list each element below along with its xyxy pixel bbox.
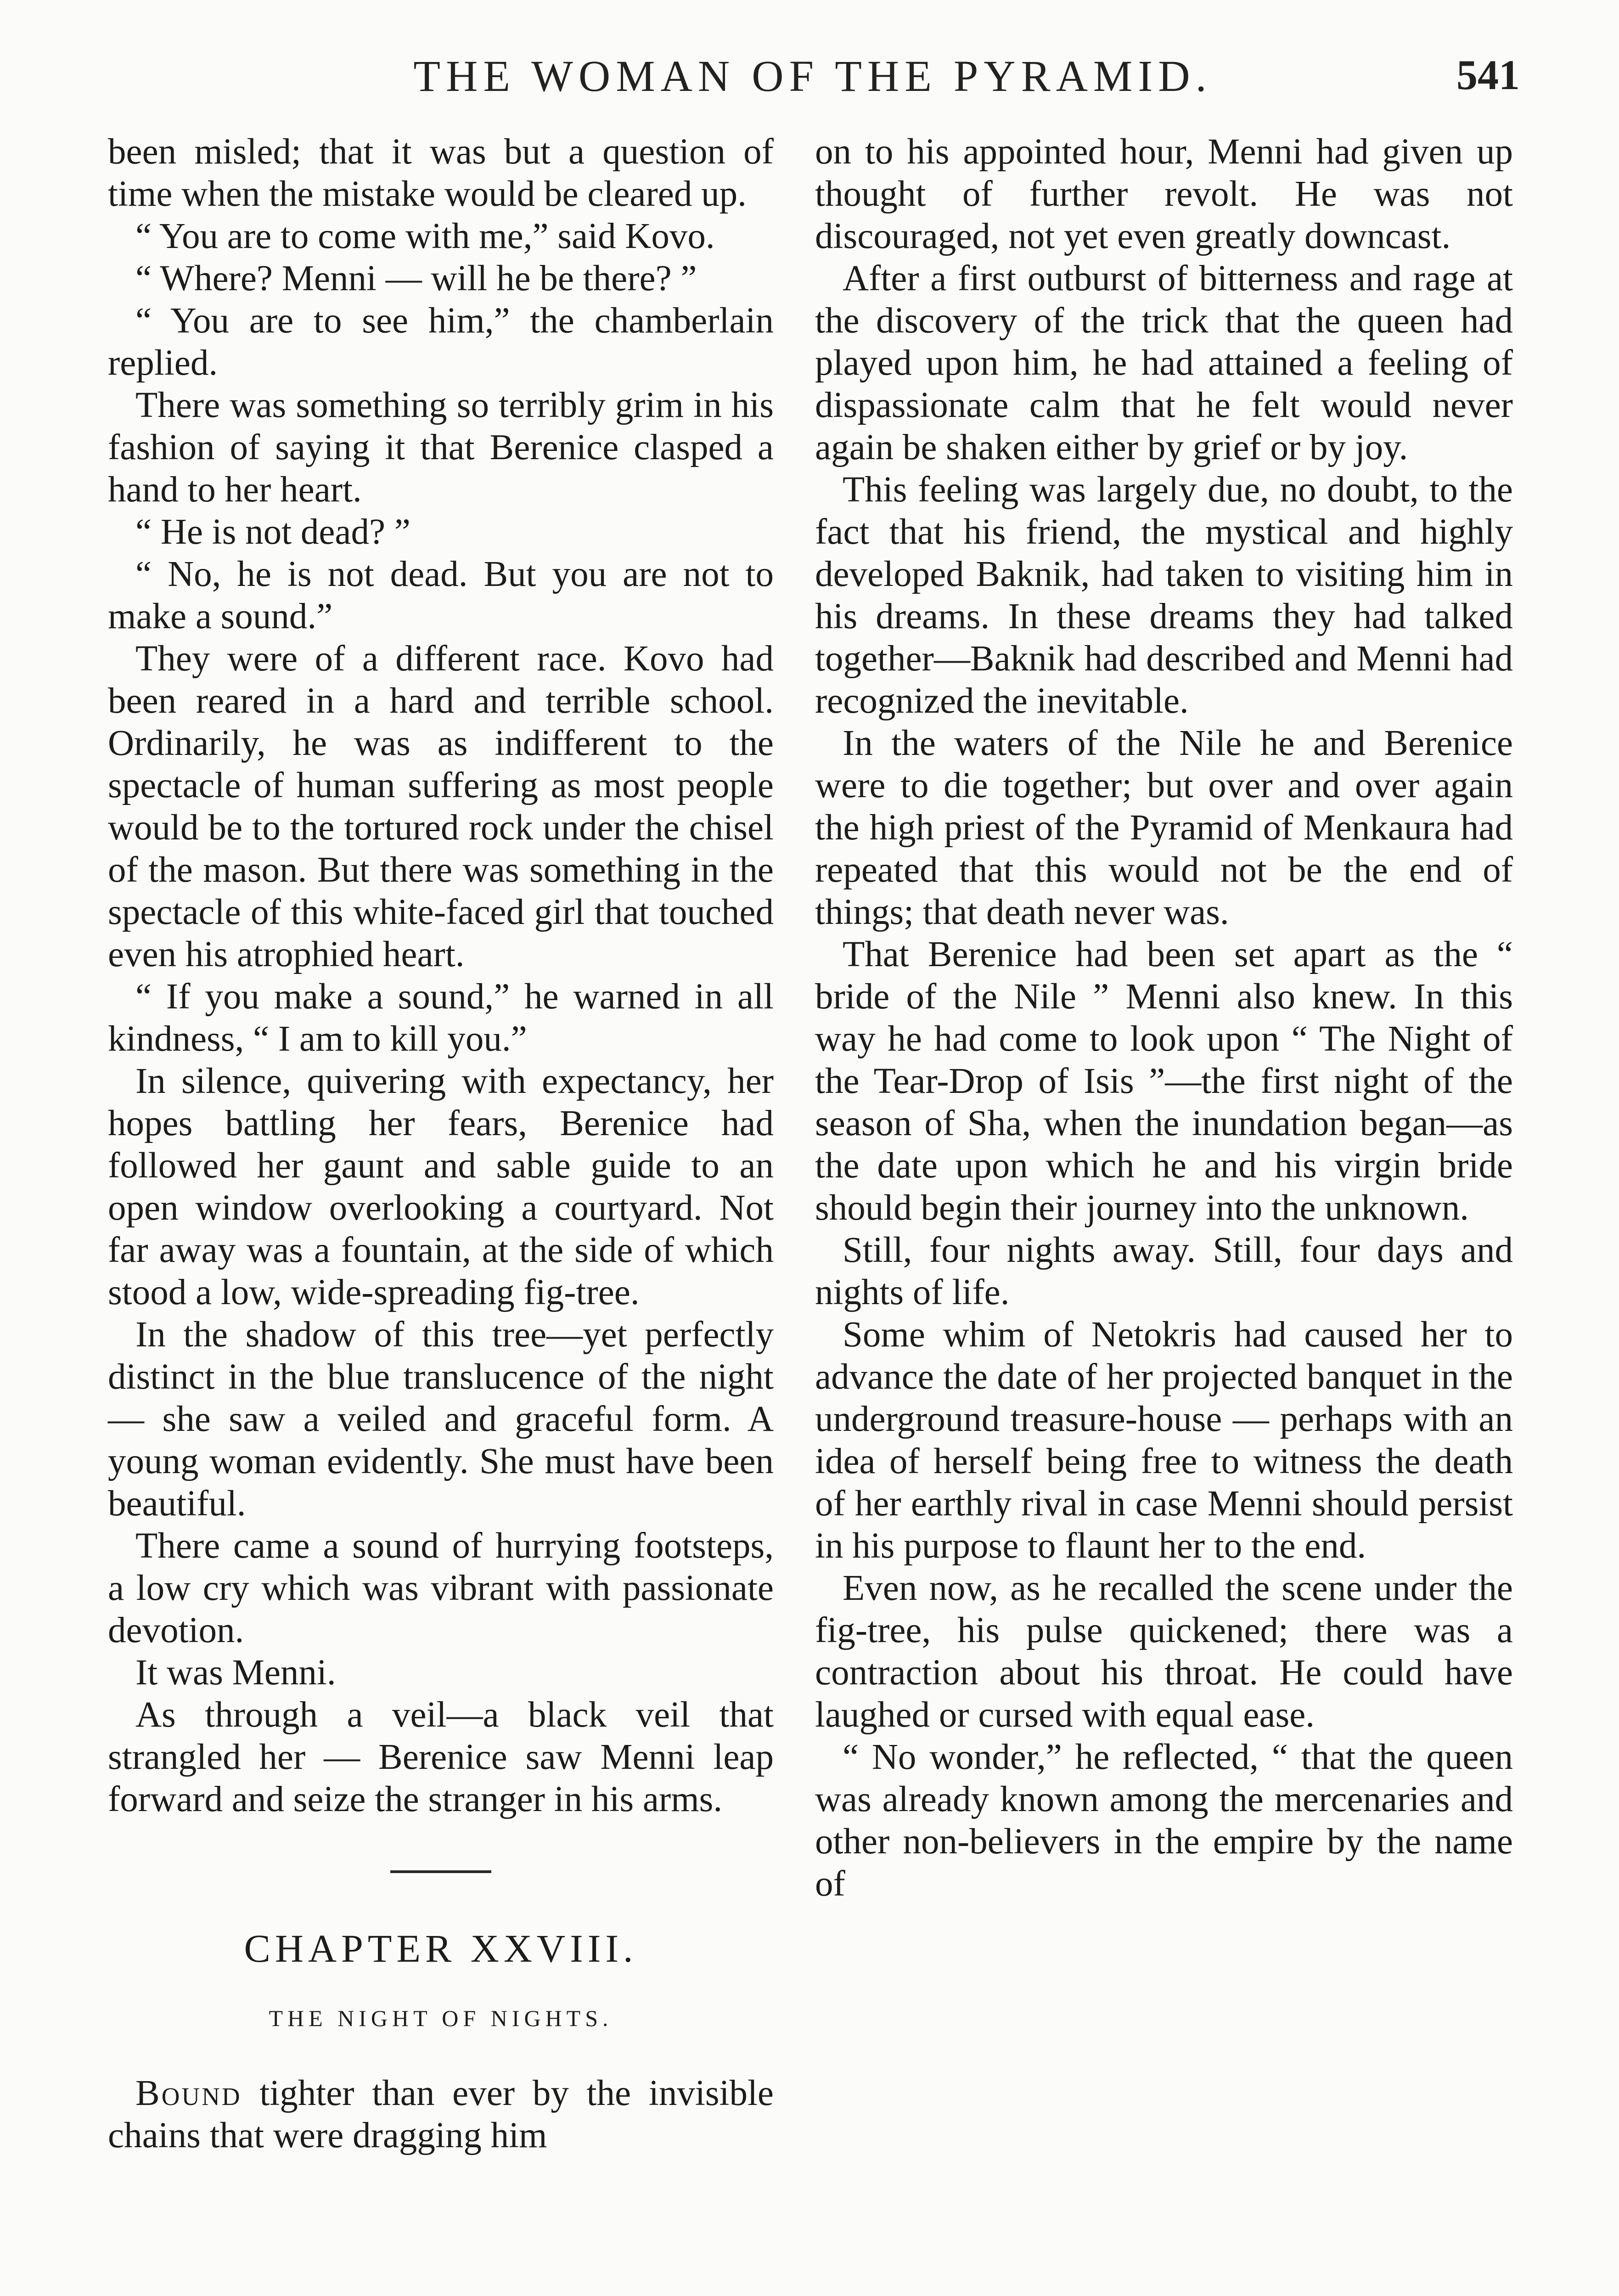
- paragraph: “ You are to see him,” the chamberlain replied.: [108, 301, 774, 383]
- chapter-opening-paragraph: [108, 2072, 774, 2157]
- paragraph: They were of a different race. Kovo had been reared in a hard and terrible school. Ordinarily, he was as indifferent to the spectacle of human suffering as most people would be to the tortured rock under the chisel of the mason. But there was something in the spectacle of this white-faced girl that touched even his atrophied heart.: [108, 639, 774, 974]
- paragraph: “ No, he is not dead. But you are not to make a sound.”: [108, 554, 774, 636]
- page-number: 541: [1456, 51, 1520, 98]
- left-column: [108, 131, 774, 2157]
- running-head: [106, 51, 1520, 101]
- paragraph: been misled; that it was but a question of time when the mistake would be cleared up.: [108, 132, 774, 214]
- paragraph: “ Where? Menni — will he be there? ”: [135, 259, 697, 298]
- paragraph: After a first outburst of bitterness and rage at the discovery of the trick that the queen had played upon him, he had attained a feeling of dispassionate calm that he felt would never again be shaken either by grief or by joy.: [815, 259, 1513, 467]
- paragraph: Still, four nights away. Still, four days and nights of life.: [815, 1230, 1513, 1312]
- paragraph: As through a veil—a black veil that strangled her — Berenice saw Menni leap forward and seize the stranger in his arms.: [108, 1695, 774, 1819]
- paragraph: “ No wonder,” he reflected, “ that the queen was already known among the mercenaries and other non-believers in the empire by the name of: [815, 1737, 1513, 1904]
- paragraph: “ You are to come with me,” said Kovo.: [135, 216, 715, 256]
- paragraph: In the waters of the Nile he and Berenice were to die together; but over and over again the high priest of the Pyramid of Menkaura had repeated that this would not be the end of things; that death never was.: [815, 723, 1513, 932]
- opening-text: tighter than ever by the invisible chains that were dragging him: [108, 2073, 774, 2155]
- paragraph: Some whim of Netokris had caused her to advance the date of her projected banquet in the underground treasure-house — perhaps with an idea of herself being free to witness the death of her earthly rival in case Menni should persist in his purpose to flaunt her to the end.: [815, 1315, 1513, 1566]
- chapter-subtitle: THE NIGHT OF NIGHTS.: [269, 2005, 613, 2031]
- paragraph: In silence, quivering with expectancy, her hopes battling her fears, Berenice had followed her gaunt and sable guide to an open window overlooking a courtyard. Not far away was a fountain, at the side of which stood a low, wide-spreading fig-tree.: [108, 1061, 774, 1312]
- paragraph: “ He is not dead? ”: [135, 512, 410, 552]
- drop-word: Bound: [135, 2073, 242, 2113]
- paragraph: There came a sound of hurrying footsteps, a low cry which was vibrant with passionate devotion.: [108, 1526, 774, 1650]
- running-title: THE WOMAN OF THE PYRAMID.: [413, 51, 1212, 101]
- paragraph: It was Menni.: [135, 1653, 336, 1693]
- paragraph: There was something so terribly grim in his fashion of saying it that Berenice clasped a hand to her heart.: [108, 385, 774, 510]
- paragraph: Even now, as he recalled the scene under the fig-tree, his pulse quickened; there was a contraction about his throat. He could have laughed or cursed with equal ease.: [815, 1568, 1513, 1735]
- section-divider: [390, 1870, 491, 1873]
- paragraph: “ If you make a sound,” he warned in all kindness, “ I am to kill you.”: [108, 977, 774, 1059]
- right-column: [815, 131, 1513, 1905]
- paragraph: on to his appointed hour, Menni had given up thought of further revolt. He was not discouraged, not yet even greatly downcast.: [815, 132, 1513, 256]
- paragraph: This feeling was largely due, no doubt, to the fact that his friend, the mystical and highly developed Baknik, had taken to visiting him in his dreams. In these dreams they had talked together—Baknik had described and Menni had recognized the inevitable.: [815, 470, 1513, 721]
- chapter-title: CHAPTER XXVIII.: [244, 1926, 638, 1970]
- paragraph: That Berenice had been set apart as the “ bride of the Nile ” Menni also knew. In this way he had come to look upon “ The Night of the Tear-Drop of Isis ”—the first night of the season of Sha, when the inundation began—as the date upon which he and his virgin bride should begin their journey into the unknown.: [815, 934, 1513, 1228]
- paragraph: In the shadow of this tree—yet perfectly distinct in the blue translucence of the night — she saw a veiled and graceful form. A young woman evidently. She must have been beautiful.: [108, 1315, 774, 1524]
